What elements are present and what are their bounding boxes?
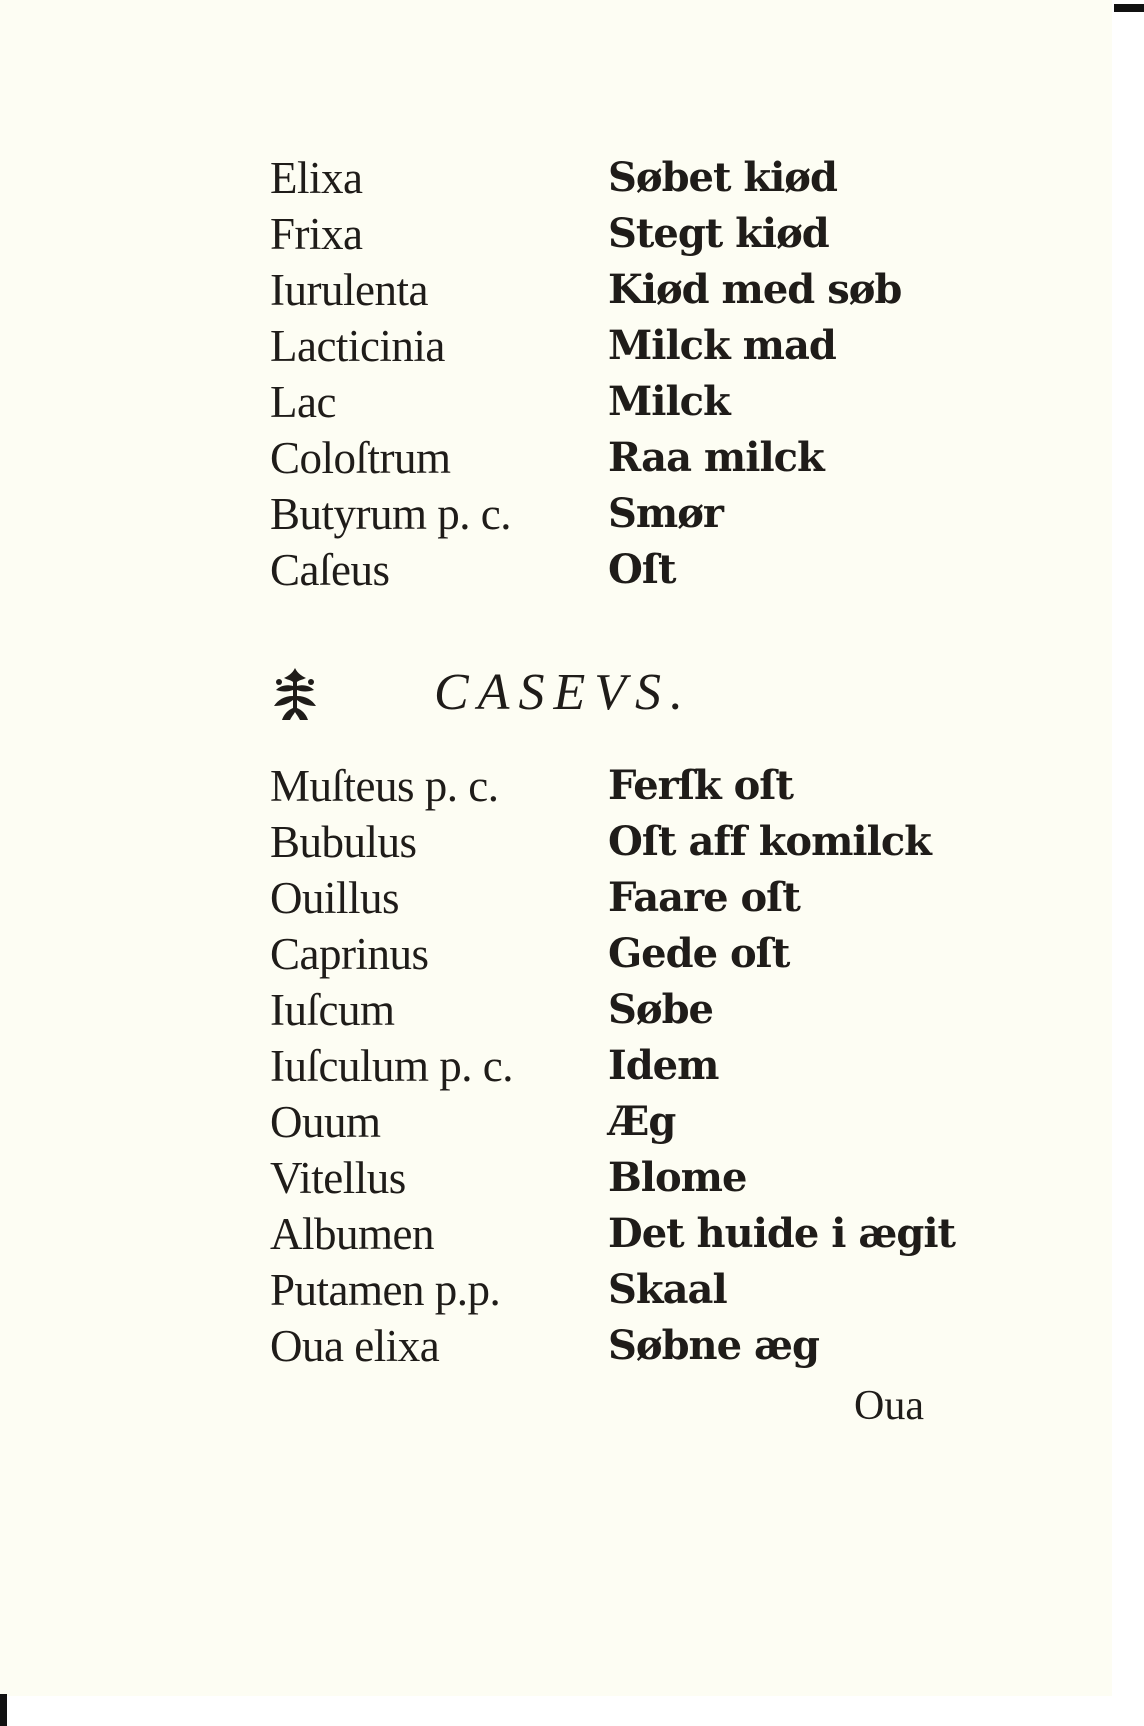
danish-translation: Smør [608,490,723,537]
danish-translation: Kiød med søb [608,266,902,313]
glossary-row [0,150,1112,206]
glossary-section-1 [0,150,1112,598]
danish-translation: Milck mad [608,322,836,369]
latin-term: Bubulus [270,817,417,867]
glossary-row [0,1206,1112,1262]
scan-margin-bottom [0,1696,1144,1726]
glossary-row [0,206,1112,262]
danish-translation: Søbe [608,986,713,1033]
glossary-row [0,374,1112,430]
danish-translation: Faare oſt [608,874,800,921]
fleuron-icon [270,666,320,722]
danish-translation: Blome [608,1154,747,1201]
glossary-section-2 [0,758,1112,1374]
glossary-row [0,486,1112,542]
glossary-row [0,1150,1112,1206]
latin-term: Iurulenta [270,265,428,315]
danish-translation: Æg [608,1098,676,1145]
glossary-row [0,542,1112,598]
latin-term: Iuſcum [270,985,395,1035]
danish-translation: Oſt [608,546,676,593]
glossary-row [0,1318,1112,1374]
glossary-row [0,926,1112,982]
section-heading [270,658,1070,728]
glossary-row [0,1094,1112,1150]
glossary-row [0,870,1112,926]
glossary-row [0,758,1112,814]
scan-margin-right [1112,0,1144,1726]
latin-term: Vitellus [270,1153,406,1203]
danish-translation: Idem [608,1042,719,1089]
latin-term: Putamen p.p. [270,1265,501,1315]
danish-translation: Stegt kiød [608,210,829,257]
latin-term: Ouum [270,1097,381,1147]
danish-translation: Milck [608,378,730,425]
glossary-row [0,814,1112,870]
danish-translation: Skaal [608,1266,727,1313]
latin-term: Coloſtrum [270,433,451,483]
latin-term: Caſeus [270,545,390,595]
danish-translation: Søbne æg [608,1322,819,1369]
scan-edge-mark [0,1694,7,1726]
danish-translation: Søbet kiød [608,154,837,201]
scan-edge-mark [1114,4,1144,12]
latin-term: Albumen [270,1209,434,1259]
glossary-row [0,1038,1112,1094]
latin-term: Oua elixa [270,1321,440,1371]
latin-term: Ouillus [270,873,400,923]
danish-translation: Ferſk oſt [608,762,793,809]
glossary-row [0,430,1112,486]
danish-translation: Oſt aff komilck [608,818,931,865]
catchword: Oua [854,1383,924,1429]
glossary-row [0,262,1112,318]
danish-translation: Gede oſt [608,930,790,977]
danish-translation: Det huide i ægit [608,1210,956,1257]
danish-translation: Raa milck [608,434,824,481]
section-title: CASEVS. [434,664,692,721]
latin-term: Lac [270,377,336,427]
glossary-row [0,982,1112,1038]
latin-term: Butyrum p. c. [270,489,511,539]
latin-term: Frixa [270,209,363,259]
latin-term: Iuſculum p. c. [270,1041,513,1091]
latin-term: Muſteus p. c. [270,761,499,811]
latin-term: Caprinus [270,929,429,979]
latin-term: Elixa [270,153,363,203]
latin-term: Lacticinia [270,321,445,371]
glossary-row [0,1262,1112,1318]
glossary-row [0,318,1112,374]
